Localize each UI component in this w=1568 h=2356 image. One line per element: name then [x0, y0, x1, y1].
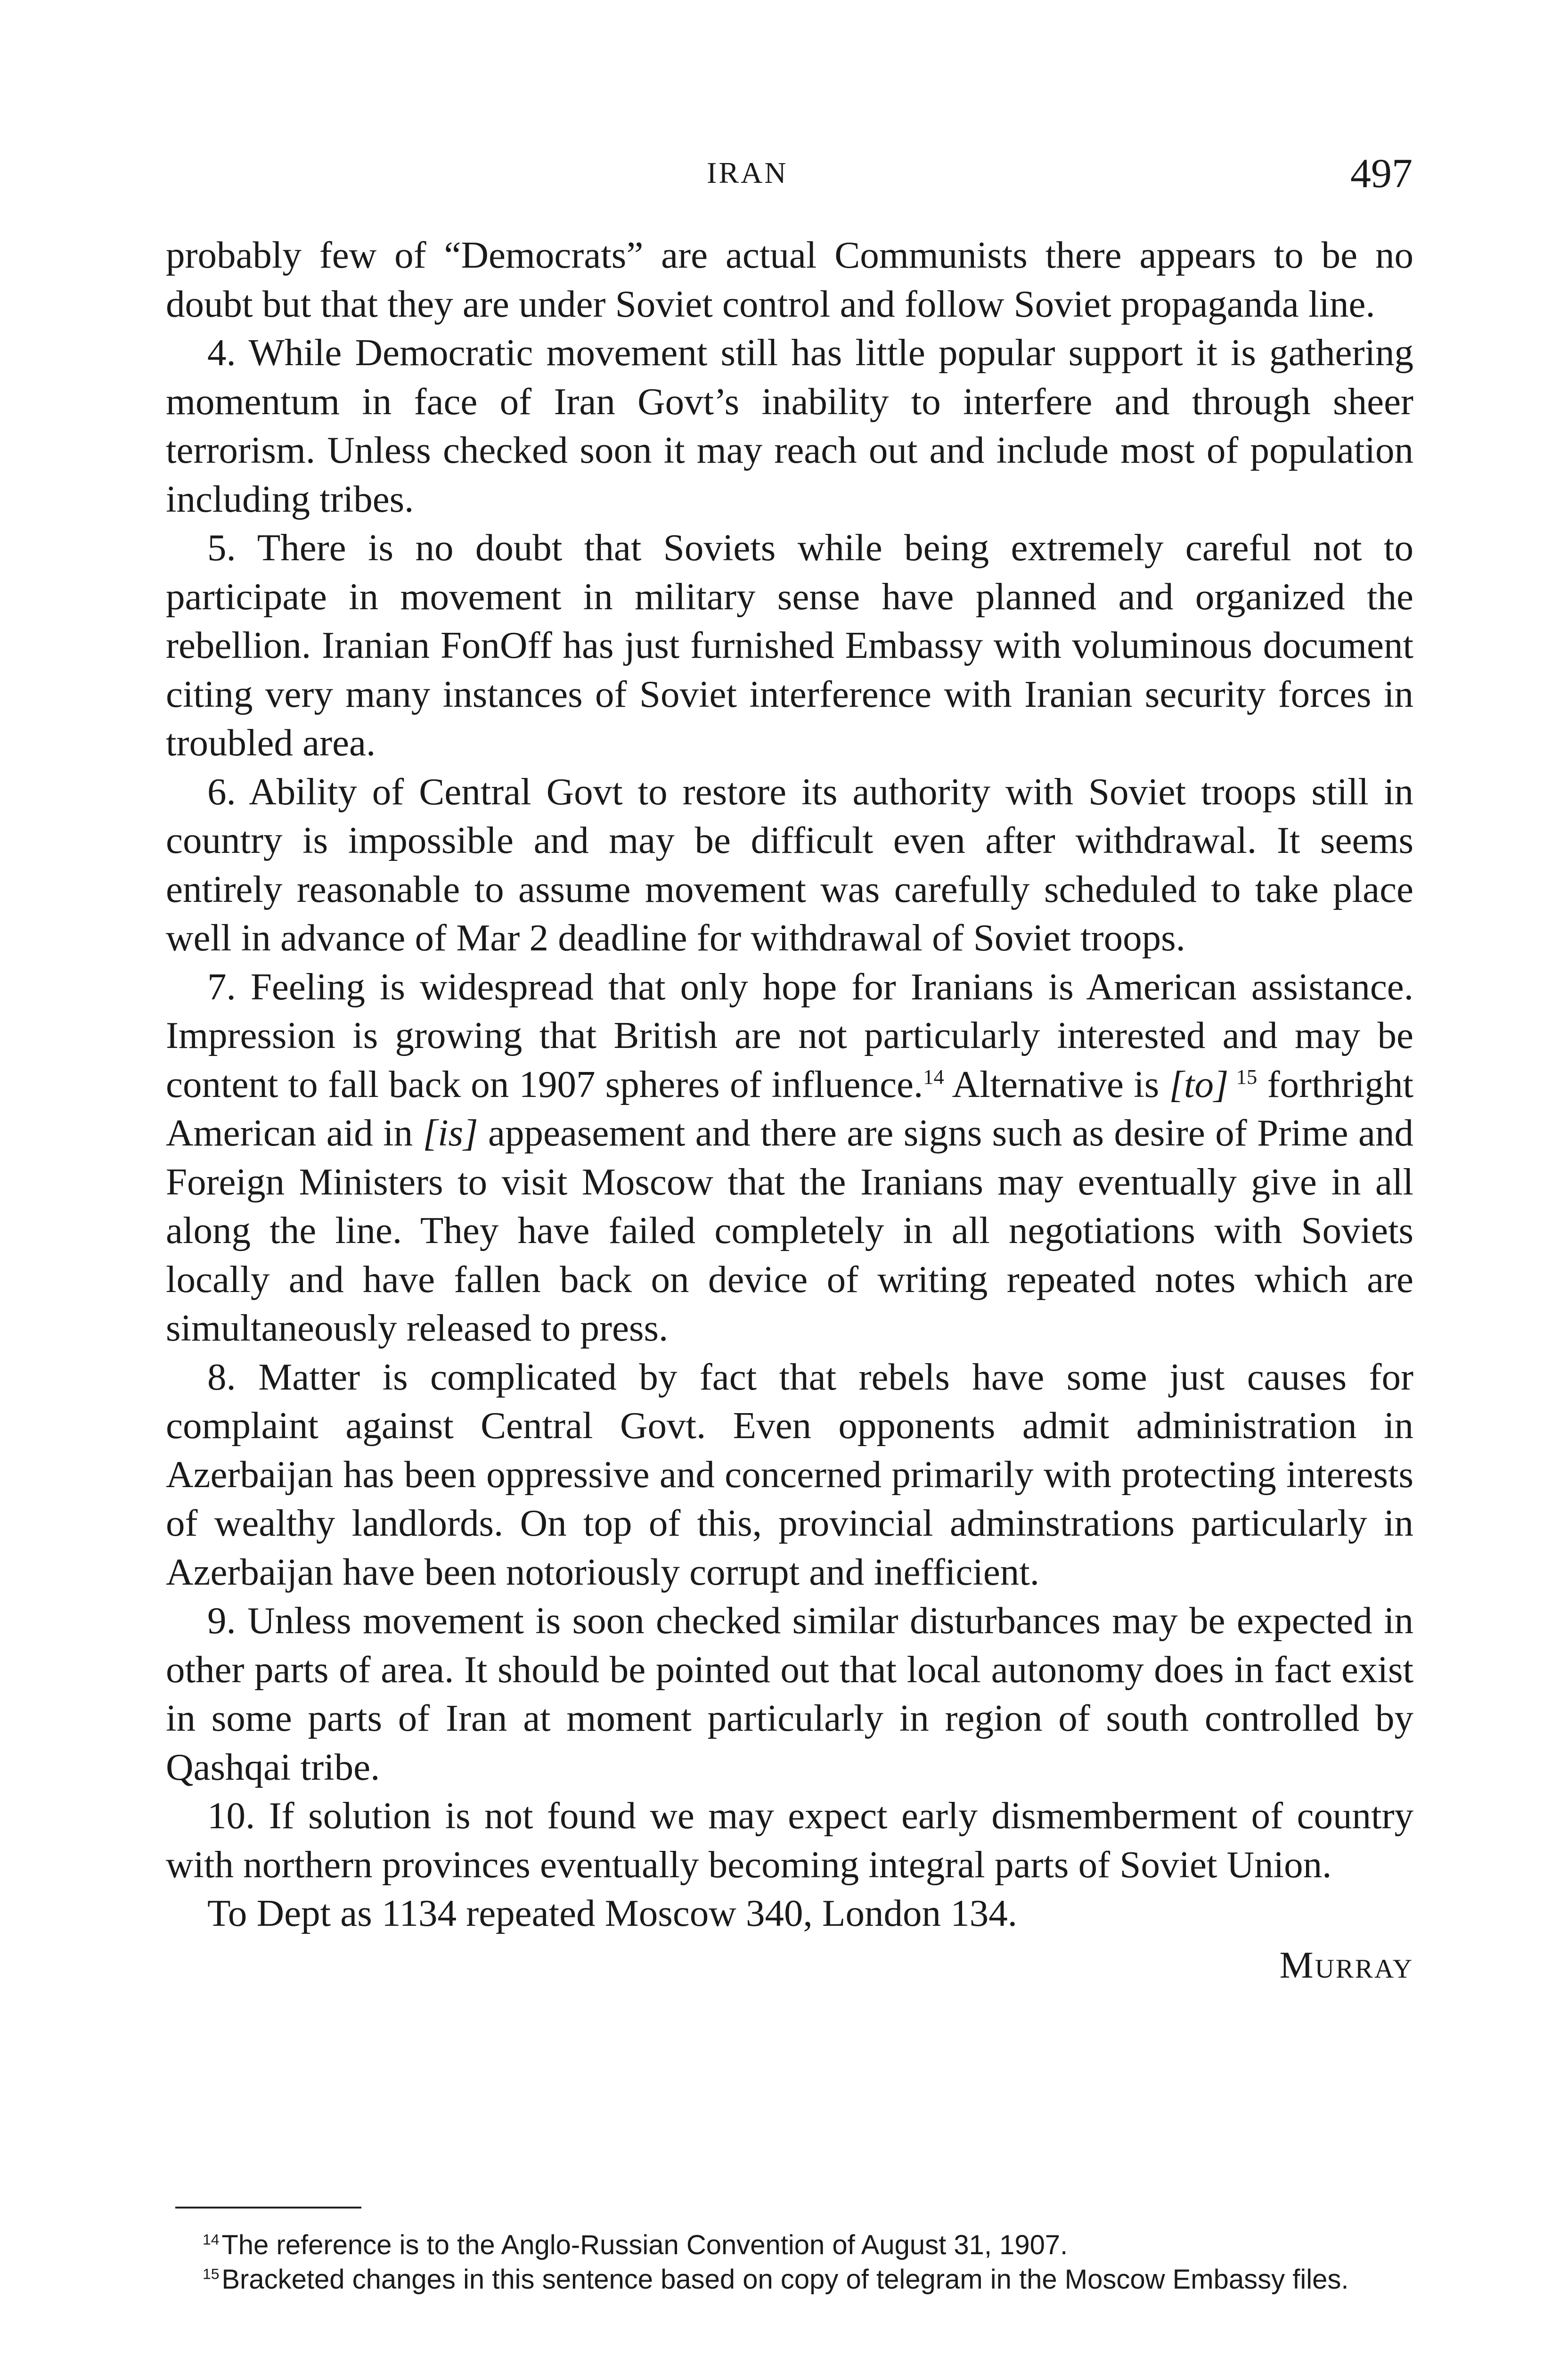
paragraph-7 [166, 963, 1413, 1353]
paragraph-7-part-4: appeasement and there are signs such as desire of Prime and Foreign Ministers to visit Moscow that the Iranians may eventually give in all along the line. They have failed completely in all negotiations with Soviets locally and have fallen back on device of writing repeated notes which are simultaneously released to press. [166, 1112, 1413, 1349]
running-title: IRAN [707, 156, 788, 189]
paragraph-9: 9. Unless movement is soon checked similar disturbances may be expected in other parts of area. It should be pointed out that local autonomy does in fact exist in some parts of Iran at moment particularly in region of south controlled by Qashqai tribe. [166, 1599, 1413, 1788]
footnote-ref-14: 14 [923, 1064, 944, 1088]
paragraph-7-part-1: 7. Feeling is widespread that only hope for Iranians is American assistance. Impression is growing that British are not particularly interested and may be content to fall back on 1907 spheres of influence. [166, 965, 1413, 1105]
footnote-number: 14 [203, 2231, 220, 2248]
footnote-text: Bracketed changes in this sentence based on copy of telegram in the Moscow Embassy files. [221, 2264, 1349, 2295]
footnote-ref-15: 15 [1236, 1064, 1258, 1088]
paragraph-5: 5. There is no doubt that Soviets while being extremely careful not to participate in movement in military sense have planned and organized the rebellion. Iranian FonOff has just furnished Embassy with voluminous document citing very many instances of Soviet interference with Iranian security forces in troubled area. [166, 526, 1413, 764]
footnote-15 [175, 2262, 1414, 2297]
paragraph-continuation: probably few of “Democrats” are actual Communists there appears to be no doubt but that they are under Soviet control and follow Soviet propaganda line. [166, 234, 1413, 325]
bracketed-insertion-is: [is] [423, 1112, 478, 1154]
page-number: 497 [1350, 151, 1413, 196]
signature: Murray [1279, 1943, 1413, 1986]
footnote-divider [175, 2207, 361, 2209]
paragraph-7-part-3: forthright American aid in [166, 1063, 1413, 1154]
closing-line: To Dept as 1134 repeated Moscow 340, London 134. [207, 1892, 1017, 1934]
paragraph-8: 8. Matter is complicated by fact that rebels have some just causes for complaint against Central Govt. Even opponents admit administration in Azerbaijan has been oppressive and concerned primarily with protecting interests of wealthy landlords. On top of this, provincial adminstrations particularly in Azerbaijan have been notoriously corrupt and inefficient. [166, 1355, 1413, 1593]
footnote-number: 15 [203, 2265, 220, 2282]
paragraph-7-part-2: Alternative is [944, 1063, 1169, 1105]
paragraph-4: 4. While Democratic movement still has little popular support it is gathering momentum in face of Iran Govt’s inability to interfere and through sheer terrorism. Unless checked soon it may reach out and include most of population including tribes. [166, 331, 1413, 520]
paragraph-6: 6. Ability of Central Govt to restore its authority with Soviet troops still in country is impossible and may be difficult even after withdrawal. It seems entirely reasonable to assume movement was carefully scheduled to take place well in advance of Mar 2 deadline for withdrawal of Soviet troops. [166, 770, 1413, 959]
footnotes [175, 2228, 1414, 2297]
footnote-text: The reference is to the Anglo-Russian Convention of August 31, 1907. [221, 2230, 1068, 2260]
bracketed-insertion-to: [to] [1169, 1063, 1229, 1105]
footnote-14 [175, 2228, 1414, 2262]
paragraph-10: 10. If solution is not found we may expect early dismemberment of country with northern provinces eventually becoming integral parts of Soviet Union. [166, 1794, 1413, 1886]
body-text [166, 231, 1413, 1989]
